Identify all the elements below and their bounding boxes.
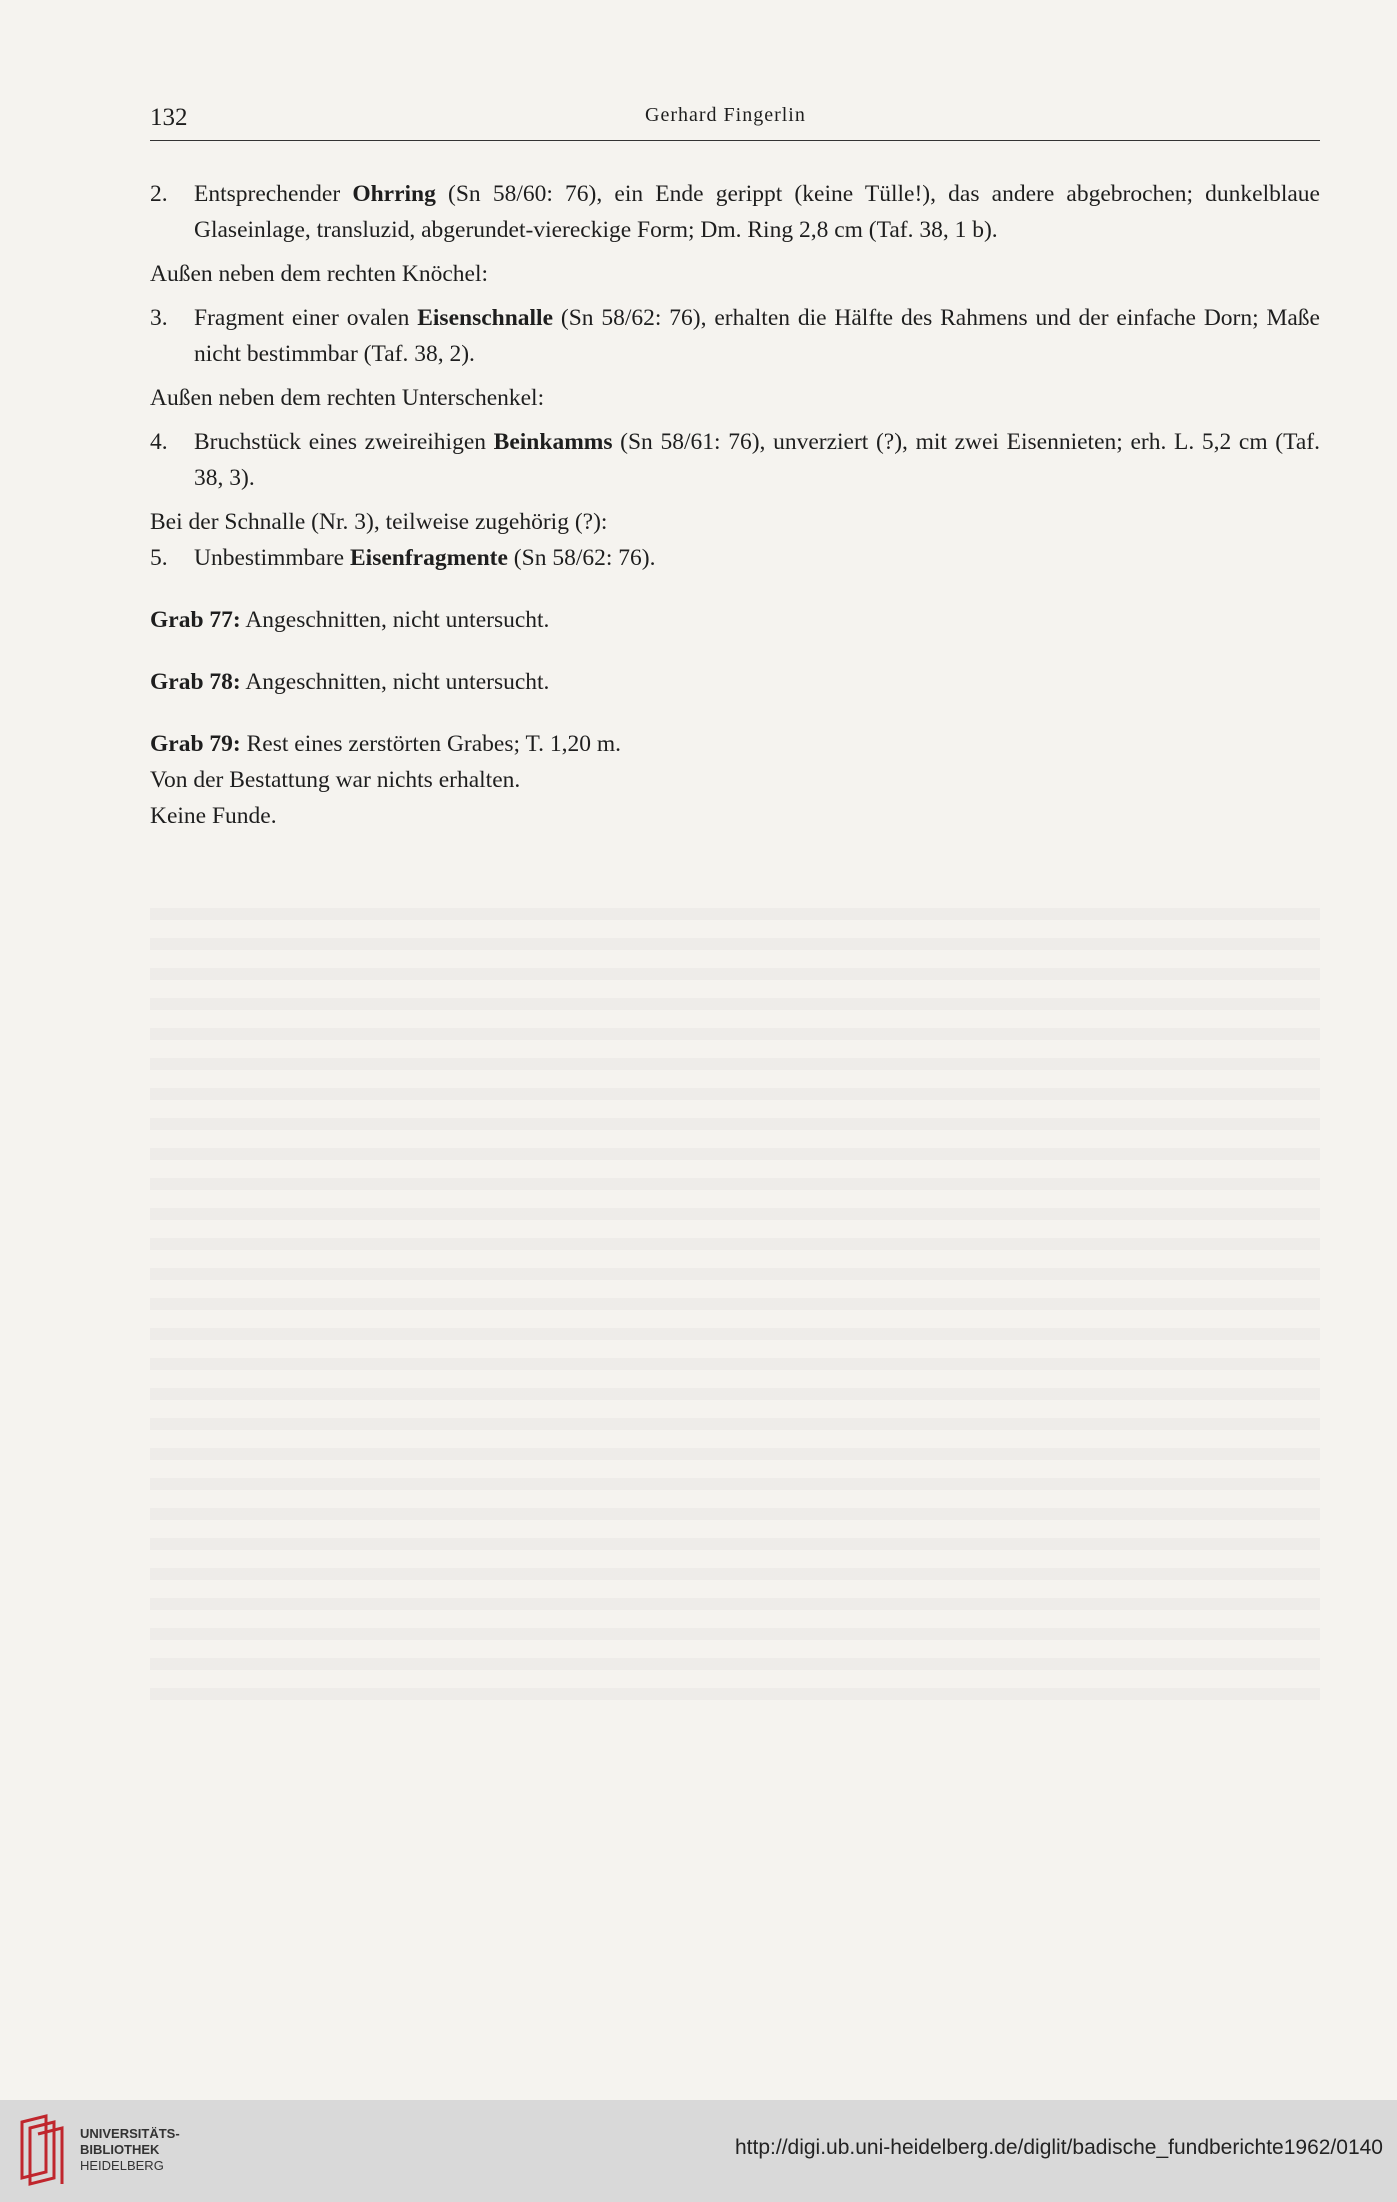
find-entry-3 [150,300,1320,372]
grave-79-note: Von der Bestattung war nichts erhalten. [150,767,521,793]
entry-keyword: Eisenschnalle [417,305,554,331]
grave-79 [150,726,1320,762]
grave-79-note: Keine Funde. [150,803,277,829]
entry-number: 5. [150,545,168,571]
grave-text: Angeschnitten, nicht untersucht. [240,669,550,695]
reverse-page-show-through [150,890,1320,1710]
entry-text: Fragment einer ovalen [194,305,418,331]
grave-text: Rest eines zerstörten Grabes; T. 1,20 m. [240,731,621,757]
entry-text: (Sn 58/60: 76), ein Ende gerippt (keine Tülle!), das andere abgebrochen; dunkelblaue Glaseinlage, transluzid, abgerundet-viereckige Form; Dm. Ring 2,8 cm (Taf. 38, 1 b). [194,181,1320,243]
entry-text: (Sn 58/62: 76), erhalten die Hälfte des Rahmens und der einfache Dorn; Maße nicht bestimmbar (Taf. 38, 2). [194,305,1320,367]
find-entry-5 [150,540,1320,576]
page-body [150,176,1320,834]
library-name [80,2126,180,2174]
find-entry-2 [150,176,1320,248]
entry-text: Entsprechender [194,181,353,207]
grave-label: Grab 77: [150,607,241,633]
library-footer [0,2100,1397,2202]
entry-keyword: Ohrring [352,181,436,207]
page-header [150,100,1320,141]
running-head-author: Gerhard Fingerlin [645,104,806,126]
location-heading: Außen neben dem rechten Knöchel: [150,261,489,287]
entry-number: 2. [150,181,168,207]
entry-text: (Sn 58/62: 76). [507,545,656,571]
location-heading: Außen neben dem rechten Unterschenkel: [150,385,545,411]
page-number: 132 [150,104,188,131]
library-name-line: BIBLIOTHEK [80,2142,160,2157]
university-library-logo-icon [16,2112,68,2190]
library-name-line: HEIDELBERG [80,2158,164,2173]
entry-number: 4. [150,429,168,455]
location-heading: Bei der Schnalle (Nr. 3), teilweise zugehörig (?): [150,509,608,535]
entry-text: Unbestimmbare [194,545,350,571]
source-url-link[interactable]: http://digi.ub.uni-heidelberg.de/diglit/badische_fundberichte1962/0140 [735,2136,1383,2159]
entry-keyword: Eisenfragmente [349,545,508,571]
entry-keyword: Beinkamms [493,429,613,455]
find-entry-4 [150,424,1320,496]
entry-text: (Sn 58/61: 76), unverziert (?), mit zwei Eisennieten; erh. L. 5,2 cm (Taf. 38, 3). [194,429,1320,491]
grave-label: Grab 78: [150,669,241,695]
entry-text: Bruchstück eines zweireihigen [194,429,494,455]
grave-text: Angeschnitten, nicht untersucht. [240,607,550,633]
grave-label: Grab 79: [150,731,241,757]
library-name-line: UNIVERSITÄTS- [80,2126,180,2141]
entry-number: 3. [150,305,168,331]
grave-77 [150,602,1320,638]
grave-78 [150,664,1320,700]
